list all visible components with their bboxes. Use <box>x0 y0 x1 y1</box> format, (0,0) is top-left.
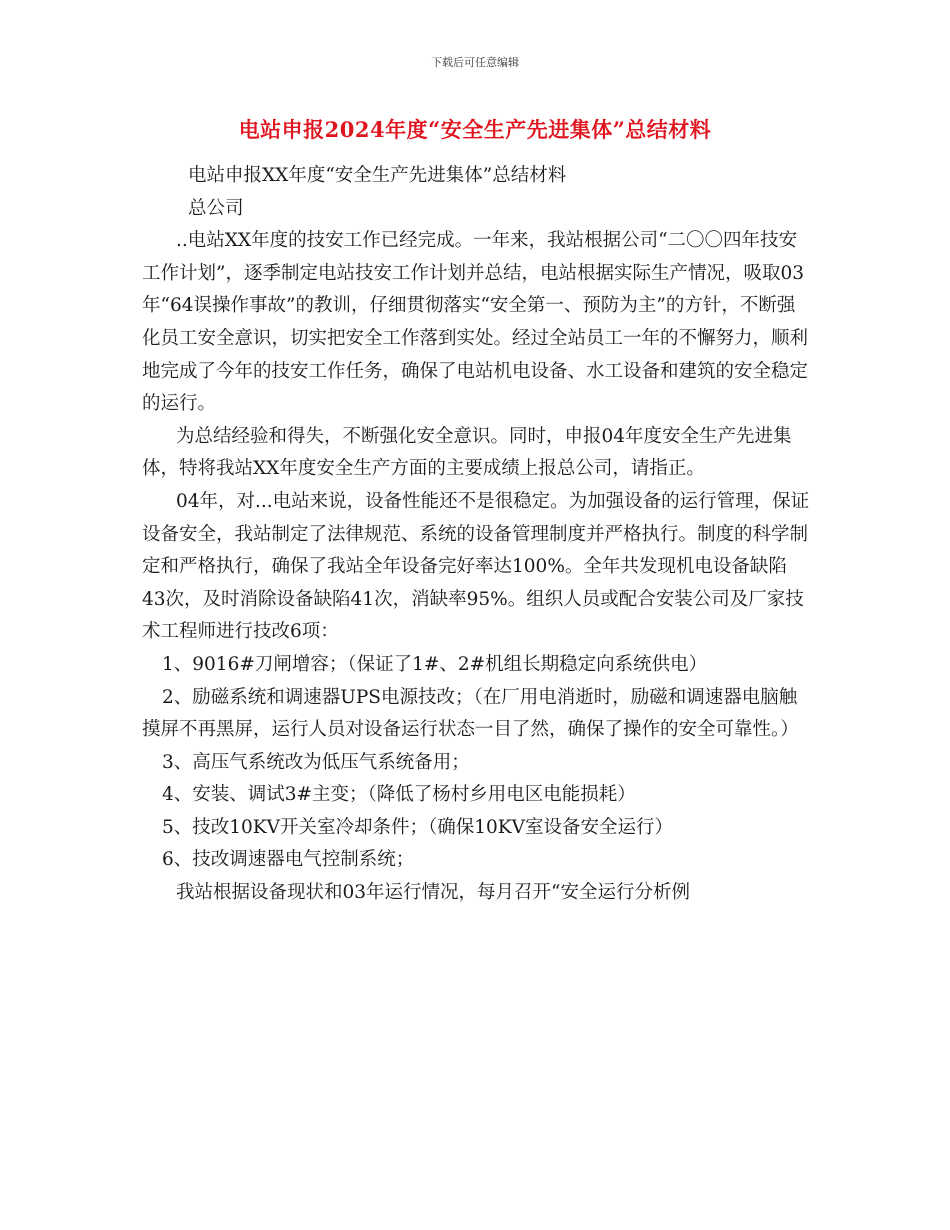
document-title: 电站申报2024年度“安全生产先进集体”总结材料 <box>238 117 712 142</box>
header-note: 下载后可任意编辑 <box>431 56 519 69</box>
subtitle-paragraph: 电站申报XX年度“安全生产先进集体”总结材料 <box>188 165 567 186</box>
intro-paragraph: ..电站XX年度的技安工作已经完成。一年来，我站根据公司“二〇〇四年技安工作计划”，逐季制定电站技安工作计划并总结，电站根据实际生产情况，吸取03年“64误操作事故”的教训，仔细贯彻落实“安全第一、预防为主”的方针，不断强化员工安全意识，切实把安全工作落到实处。经过全站员工一年的不懈努力，顺利地完成了今年的技安工作任务，确保了电站机电设备、水工设备和建筑的安全稳定的运行。 <box>142 230 809 415</box>
list-item: 5、技改10KV开关室冷却条件；（确保10KV室设备安全运行） <box>162 816 673 838</box>
list-item: 4、安装、调试3#主变；（降低了杨村乡用电区电能损耗） <box>162 784 636 806</box>
purpose-paragraph: 为总结经验和得失，不断强化安全意识。同时，申报04年度安全生产先进集体，特将我站XX年度安全生产方面的主要成绩上报总公司，请指正。 <box>142 425 792 480</box>
list-item: 2、励磁系统和调速器UPS电源技改；（在厂用电消逝时，励磁和调速器电脑触摸屏不再黑屏，运行人员对设备运行状态一目了然，确保了操作的安全可靠性。） <box>142 686 799 741</box>
list-item: 3、高压气系统改为低压气系统备用； <box>162 751 470 773</box>
equipment-paragraph: 04年，对...电站来说，设备性能还不是很稳定。为加强设备的运行管理，保证设备安全，我站制定了法律规范、系统的设备管理制度并严格执行。制度的科学制定和严格执行，确保了我站全年设备完好率达100%。全年共发现机电设备缺陷43次，及时消除设备缺陷41次，消缺率95%。组织人员或配合安装公司及厂家技术工程师进行技改6项： <box>142 490 810 643</box>
analysis-paragraph: 我站根据设备现状和03年运行情况，每月召开“安全运行分析例 <box>176 882 691 904</box>
recipient-paragraph: 总公司 <box>188 197 244 219</box>
list-item: 1、9016#刀闸增容；（保证了1#、2#机组长期稳定向系统供电） <box>162 653 708 675</box>
list-item: 6、技改调速器电气控制系统； <box>162 849 415 871</box>
document-body <box>142 160 810 910</box>
